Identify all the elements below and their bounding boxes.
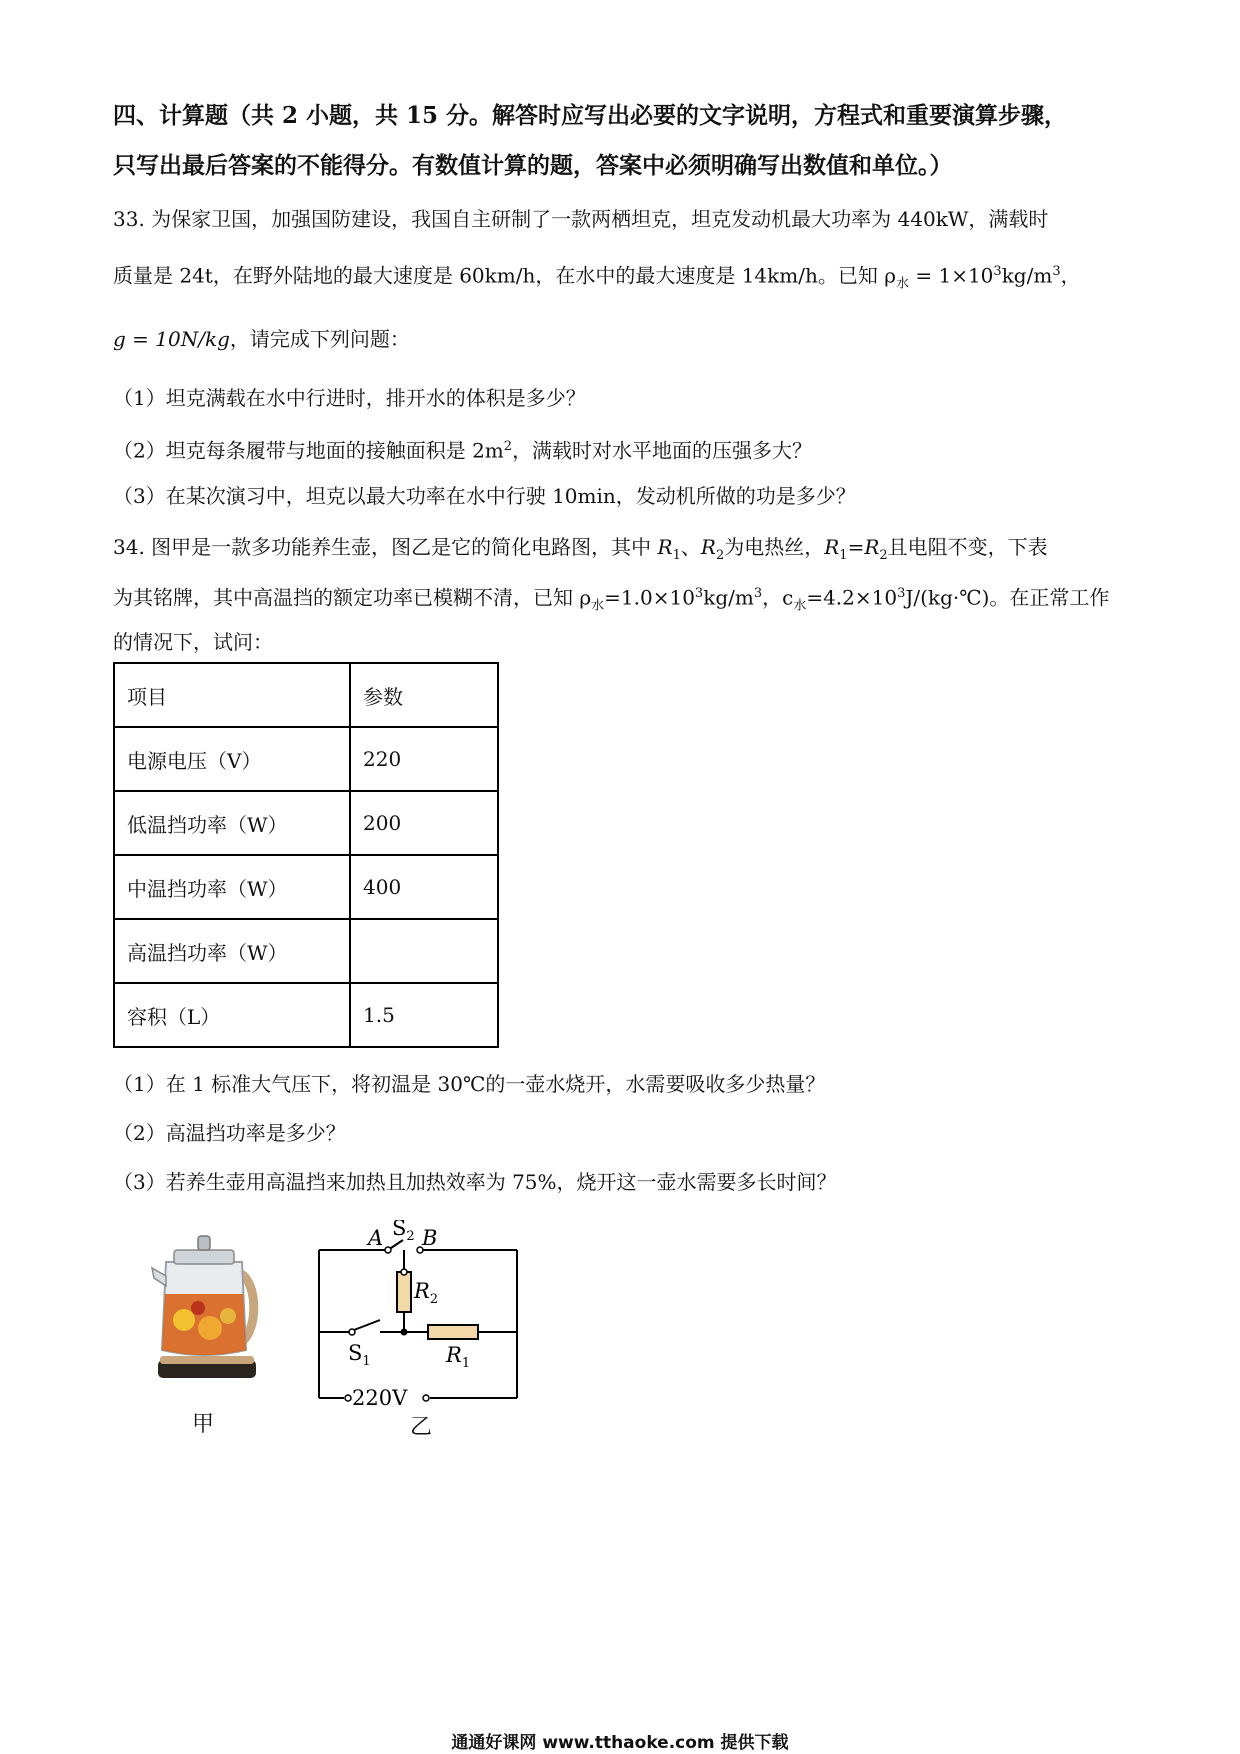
q34-subquestion-2: （2）高温挡功率是多少？ bbox=[113, 1121, 346, 1145]
circuit-diagram bbox=[300, 1220, 540, 1420]
resistor-label-r1: $R_1$ bbox=[446, 1343, 471, 1371]
page-footer: 通通好课网 www.tthaoke.com 提供下载 bbox=[451, 1733, 789, 1753]
health-kettle-image bbox=[148, 1232, 268, 1384]
table-row bbox=[114, 791, 498, 855]
supply-voltage-label: 220V bbox=[352, 1386, 408, 1410]
table-cell: 400 bbox=[350, 855, 498, 919]
resistor-label-r2: $R_2$ bbox=[414, 1279, 439, 1307]
table-cell: 低温挡功率（W） bbox=[114, 791, 350, 855]
table-row bbox=[114, 727, 498, 791]
table-cell: 容积（L） bbox=[114, 983, 350, 1047]
q33-subquestion-2: （2）坦克每条履带与地面的接触面积是 $2m^2$，满载时对水平地面的压强多大？ bbox=[113, 438, 813, 463]
section-title-line-2: 只写出最后答案的不能得分。有数值计算的题，答案中必须明确写出数值和单位。） bbox=[113, 152, 953, 179]
nameplate-table bbox=[113, 662, 499, 1048]
switch-label-s1: $S_1$ bbox=[348, 1341, 371, 1369]
switch-label-s2: $S_2$ bbox=[392, 1220, 415, 1244]
table-cell: 220 bbox=[350, 727, 498, 791]
node-label-a: A bbox=[368, 1226, 384, 1250]
section-title-line-1: 四、计算题（共 2 小题，共 15 分。解答时应写出必要的文字说明，方程式和重要演算步骤， bbox=[113, 102, 1068, 129]
table-cell: 1.5 bbox=[350, 983, 498, 1047]
q34-line-1: 34. 图甲是一款多功能养生壶，图乙是它的简化电路图，其中 $R_1$、$R_2$为电热丝，$R_1=R_2$且电阻不变，下表 bbox=[113, 535, 1048, 563]
q33-line-2: 质量是 24t，在野外陆地的最大速度是 60km/h，在水中的最大速度是 14km/h。已知 $\rho_水 = 1\times 10^3kg/m^3$， bbox=[113, 263, 1081, 292]
figure-label-yi: 乙 bbox=[410, 1415, 433, 1440]
table-cell bbox=[350, 919, 498, 983]
q33-line-1: 33. 为保家卫国，加强国防建设，我国自主研制了一款两栖坦克，坦克发动机最大功率为 440kW，满载时 bbox=[113, 207, 1049, 231]
q34-subquestion-1: （1）在 1 标准大气压下，将初温是 30℃的一壶水烧开，水需要吸收多少热量？ bbox=[113, 1072, 826, 1096]
table-header-cell: 项目 bbox=[114, 663, 350, 727]
table-header-row bbox=[114, 663, 498, 727]
table-cell: 电源电压（V） bbox=[114, 727, 350, 791]
node-label-b: B bbox=[422, 1226, 438, 1250]
q33-subquestion-1: （1）坦克满载在水中行进时，排开水的体积是多少？ bbox=[113, 386, 586, 410]
table-row bbox=[114, 983, 498, 1047]
q33-line-3: g = 10N/kg，请完成下列问题： bbox=[113, 327, 410, 351]
q33-subquestion-3: （3）在某次演习中，坦克以最大功率在水中行驶 10min，发动机所做的功是多少？ bbox=[113, 484, 856, 508]
table-cell: 200 bbox=[350, 791, 498, 855]
q34-subquestion-3: （3）若养生壶用高温挡来加热且加热效率为 75%，烧开这一壶水需要多长时间？ bbox=[113, 1170, 837, 1194]
q34-line-3: 的情况下，试问： bbox=[113, 630, 273, 654]
q34-line-2: 为其铭牌，其中高温挡的额定功率已模糊不清，已知 $\rho_水=1.0\times 10^3kg/m^3$，$c_水=4.2\times 10^3J/(kg\cdot℃)$。在正常工作 bbox=[113, 585, 1110, 614]
table-row bbox=[114, 919, 498, 983]
table-header-cell: 参数 bbox=[350, 663, 498, 727]
figure-label-jia: 甲 bbox=[192, 1412, 215, 1437]
table-cell: 高温挡功率（W） bbox=[114, 919, 350, 983]
table-cell: 中温挡功率（W） bbox=[114, 855, 350, 919]
table-row bbox=[114, 855, 498, 919]
